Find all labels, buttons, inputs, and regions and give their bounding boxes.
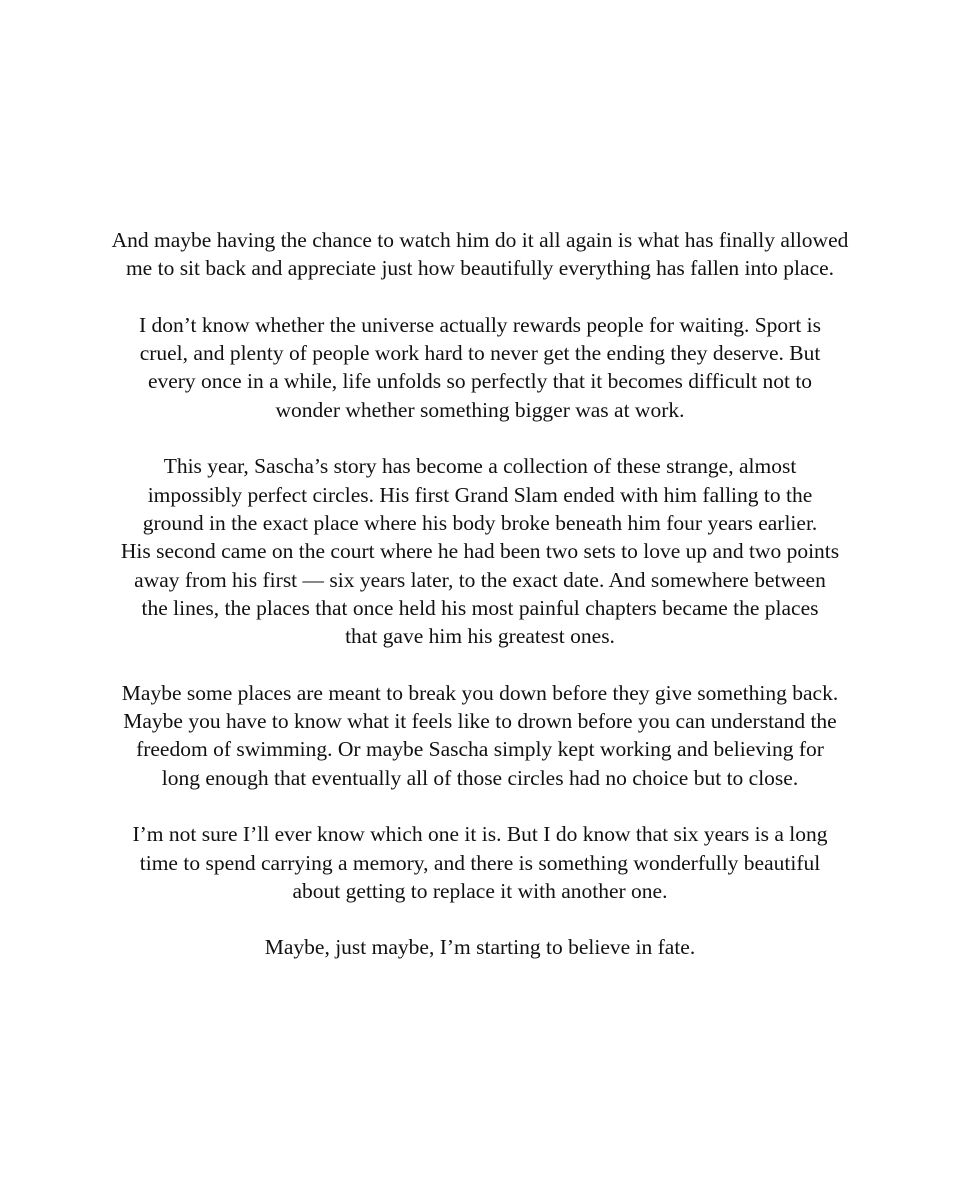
text-body (80, 226, 880, 962)
paragraph-2: I don’t know whether the universe actually rewards people for waiting. Sport is cruel, and plenty of people work hard to never get the ending they deserve. But every once in a while, life unfolds so perfectly that it becomes difficult not to wonder whether something bigger was at work. (138, 312, 822, 422)
paragraph-6: Maybe, just maybe, I’m starting to believe in fate. (264, 935, 696, 960)
paragraph-4: Maybe some places are meant to break you down before they give something back. Maybe you have to know what it feels like to drown before you can understand the freedom of swimming. Or maybe Sascha simply kept working and believing for long enough that eventually all of those circles had no choice but to close. (121, 680, 839, 790)
paragraph-1: And maybe having the chance to watch him do it all again is what has finally allowed me to sit back and appreciate just how beautifully everything has fallen into place. (111, 228, 849, 281)
paragraph-3: This year, Sascha’s story has become a collection of these strange, almost impossibly perfect circles. His first Grand Slam ended with him falling to the ground in the exact place where his body broke beneath him four years earlier. His second came on the court where he had been two sets to love up and two points away from his first — six years later, to the exact date. And somewhere between the lines, the places that once held his most painful chapters became the places that gave him his greatest ones. (120, 454, 840, 649)
paragraph-5: I’m not sure I’ll ever know which one it is. But I do know that six years is a long time to spend carrying a memory, and there is something wonderfully beautiful about getting to replace it with another one. (132, 822, 828, 903)
